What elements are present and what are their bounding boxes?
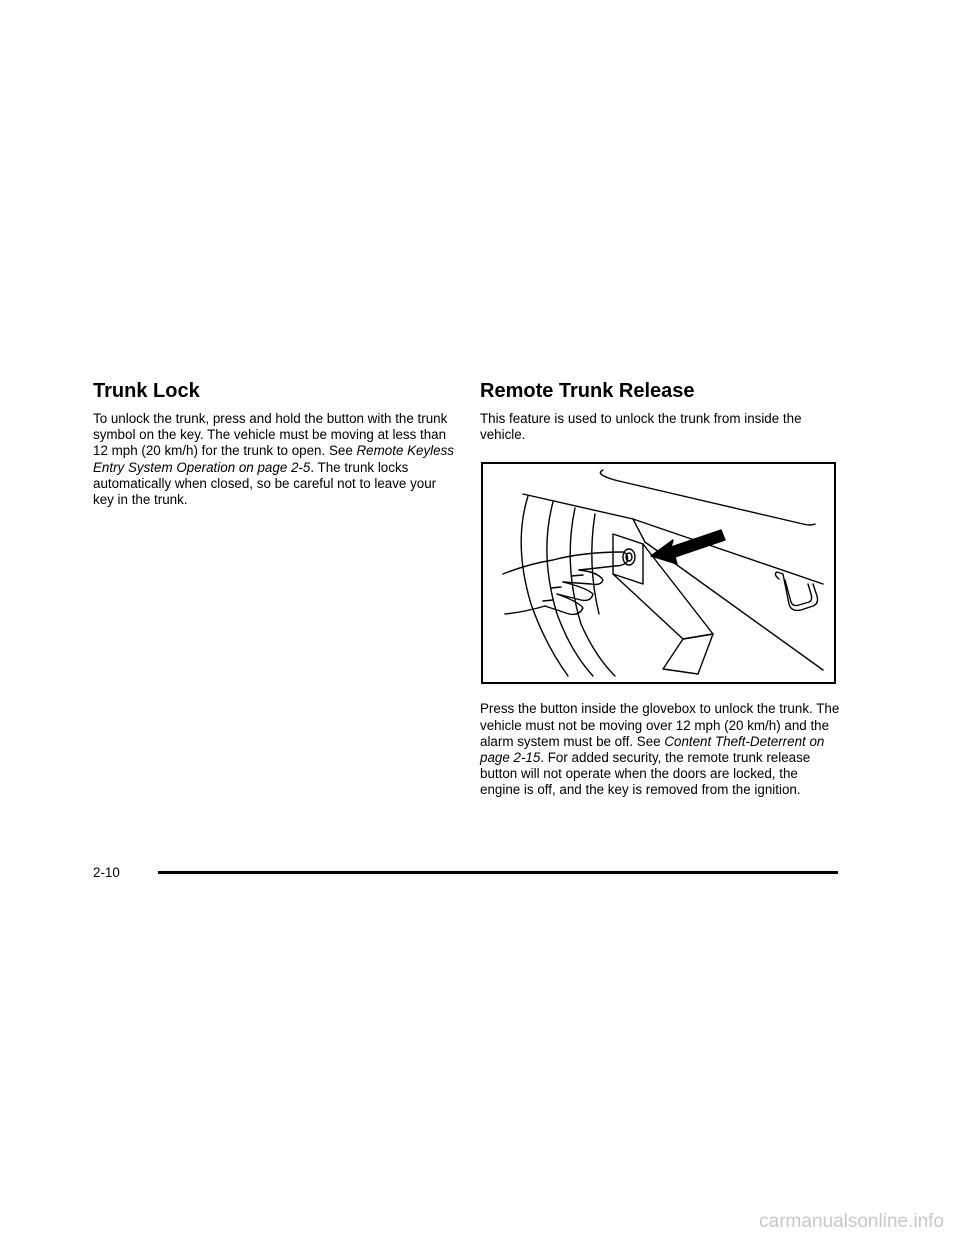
trunk-lock-reference-link[interactable]: Remote Keyless Entry System Operation on page 2-5 (93, 443, 454, 475)
remote-trunk-release-heading: Remote Trunk Release (480, 380, 695, 402)
trunk-lock-section (93, 379, 458, 508)
glovebox-illustration (481, 462, 836, 684)
remote-trunk-release-intro: This feature is used to unlock the trunk from inside the vehicle. (480, 411, 802, 443)
trunk-lock-text-1: To unlock the trunk, press and hold the button with the trunk symbol on the key. The vehicle must be moving at less than 12 mph (20 km/h) for the trunk to open. See (93, 411, 448, 459)
remote-trunk-release-text-2: . For added security, the remote trunk release button will not operate when the doors are locked, the engine is off, and the key is removed from the ignition. (480, 750, 811, 798)
trunk-lock-text-2: . The trunk locks automatically when closed, so be careful not to leave your key in the trunk. (93, 459, 437, 508)
remote-trunk-release-paragraph (480, 701, 840, 798)
watermark: carmanualsonline.info (759, 1211, 944, 1232)
footer-divider (158, 871, 838, 874)
remote-trunk-release-text-1: Press the button inside the glovebox to unlock the trunk. The vehicle must not be moving over 12 mph (20 km/h) and the alarm system must be off. See (480, 701, 840, 749)
remote-trunk-release-section (480, 379, 840, 799)
trunk-lock-paragraph (93, 411, 458, 508)
content-theft-deterrent-reference-link[interactable]: Content Theft-Deterrent on page 2-15 (480, 733, 825, 766)
glovebox-trunk-release-button-illustration (483, 464, 834, 682)
page-number: 2-10 (93, 865, 120, 880)
trunk-lock-heading: Trunk Lock (93, 380, 200, 402)
